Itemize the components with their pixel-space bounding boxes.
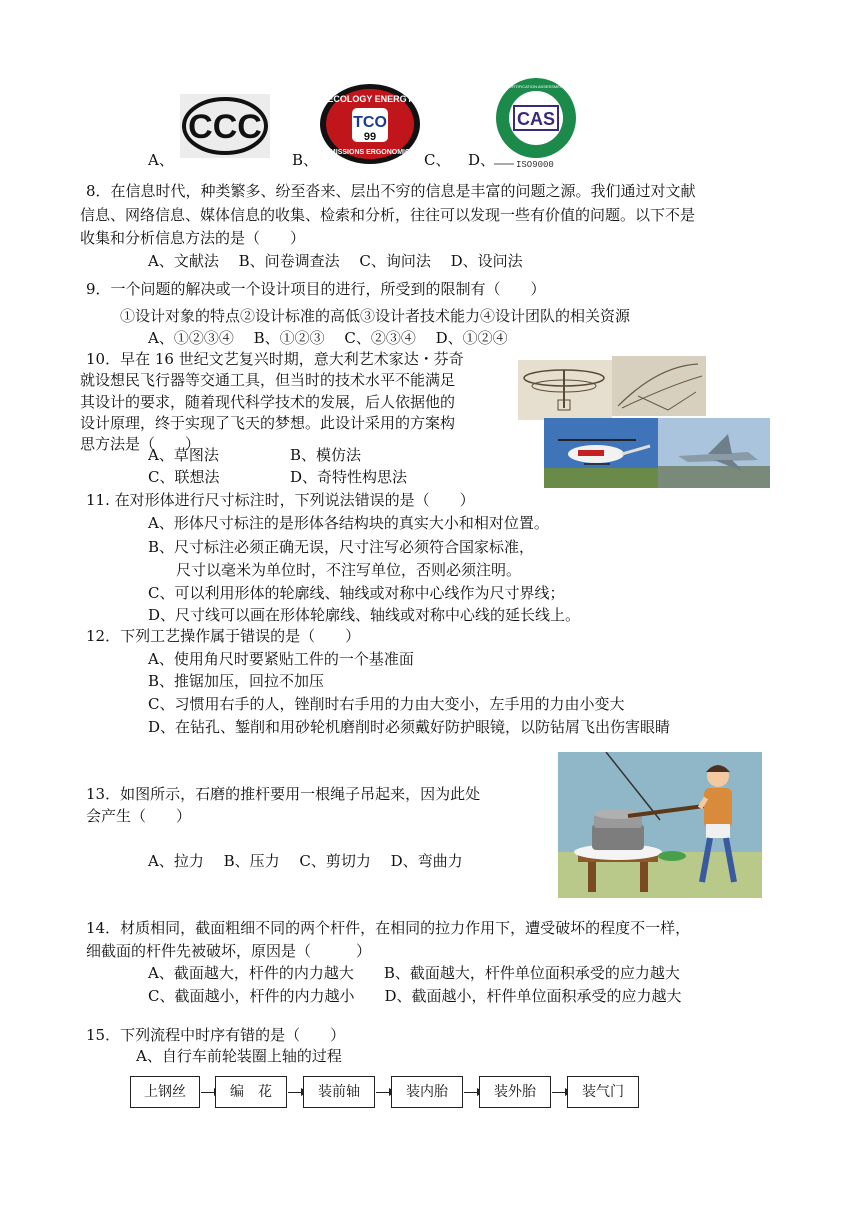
- flow-step: 装外胎: [479, 1076, 551, 1108]
- q7-option-a: A、: [148, 151, 174, 169]
- flow-step: 上钢丝: [130, 1076, 200, 1108]
- flow-arrow: [464, 1092, 478, 1093]
- q11-option-d: D、尺寸线可以画在形体轮廓线、轴线或对称中心线的延长线上。: [148, 606, 581, 624]
- q8-options: A、文献法 B、问卷调查法 C、询问法 D、设问法: [148, 252, 523, 270]
- q11-stem: 11. 在对形体进行尺寸标注时，下列说法错误的是（ ）: [86, 491, 475, 509]
- q13-options: A、拉力 B、压力 C、剪切力 D、弯曲力: [148, 852, 463, 870]
- q7-option-c: C、: [424, 151, 451, 169]
- tco-logo-mid: TCO: [353, 114, 387, 131]
- q12-option-a: A、使用角尺时要紧贴工件的一个基准面: [148, 650, 414, 668]
- cas-logo-ring: CHAMBER CERTIFICATION ASSESSMENT SERVICES: [492, 84, 584, 89]
- flow-step: 装内胎: [391, 1076, 463, 1108]
- q9-line1: 9．一个问题的解决或一个设计项目的进行，所受到的限制有（ ）: [86, 280, 546, 298]
- q13-line1: 13．如图所示，石磨的推杆要用一根绳子吊起来，因为此处: [86, 785, 481, 803]
- q8-line2: 信息、网络信息、媒体信息的收集、检索和分析，往往可以发现一些有价值的问题。以下不是: [80, 206, 696, 224]
- flow-arrow: [288, 1092, 302, 1093]
- q10-line2: 就设想民飞行器等交通工具，但当时的技术水平不能满足: [80, 371, 456, 389]
- cas-logo: [492, 76, 584, 170]
- q11-option-c: C、可以利用形体的轮廓线、轴线或对称中心线作为尺寸界线；: [148, 584, 565, 602]
- q12-option-c: C、习惯用右手的人，锉削时右手用的力由大变小，左手用的力由小变大: [148, 695, 625, 713]
- q14-options-cd: C、截面越小，杆件的内力越小 D、截面越小，杆件单位面积承受的应力越大: [148, 987, 682, 1005]
- cas-logo-text: CAS: [516, 109, 556, 129]
- q10-line3: 其设计的要求，随着现代科学技术的发展，后人依据他的: [80, 393, 456, 411]
- tco-logo-top: ECOLOGY ENERGY: [327, 94, 413, 104]
- q10-option-b: B、模仿法: [290, 446, 362, 464]
- q11-option-a: A、形体尺寸标注的是形体各结构块的真实大小和相对位置。: [148, 514, 549, 532]
- q7-option-d: D、: [468, 151, 496, 169]
- flow-step: 装前轴: [303, 1076, 375, 1108]
- q12-stem: 12．下列工艺操作属于错误的是（ ）: [86, 627, 361, 645]
- q11-option-b-line1: B、尺寸标注必须正确无误，尺寸注写必须符合国家标准，: [148, 538, 535, 556]
- q10-option-c: C、联想法: [148, 468, 220, 486]
- q14-options-ab: A、截面越大，杆件的内力越大 B、截面越大，杆件单位面积承受的应力越大: [148, 964, 680, 982]
- q12-option-d: D、在钻孔、錾削和用砂轮机磨削时必须戴好防护眼镜，以防钻屑飞出伤害眼睛: [148, 718, 671, 736]
- tco-logo: [318, 82, 422, 166]
- iso-label: ISO9000: [516, 160, 554, 170]
- q9-options: A、①②③④ B、①②③ C、②③④ D、①②④: [148, 329, 508, 347]
- q12-option-b: B、推锯加压，回拉不加压: [148, 672, 325, 690]
- q8-line3: 收集和分析信息方法的是（ ）: [80, 229, 306, 247]
- stone-mill-illustration: [558, 752, 762, 898]
- q14-line1: 14．材质相同，截面粗细不同的两个杆件，在相同的拉力作用下，遭受破坏的程度不一样，: [86, 919, 691, 937]
- q10-option-a: A、草图法: [148, 446, 219, 464]
- q11-option-b-line2: 尺寸以毫米为单位时，不注写单位，否则必须注明。: [176, 561, 522, 579]
- q10-option-d: D、奇特性构思法: [290, 468, 408, 486]
- flow-arrow: [552, 1092, 566, 1093]
- q9-line2: ①设计对象的特点②设计标准的高低③设计者技术能力④设计团队的相关资源: [120, 307, 631, 325]
- flow-arrow: [376, 1092, 390, 1093]
- q15-stem: 15．下列流程中时序有错的是（ ）: [86, 1026, 346, 1044]
- q13-line2: 会产生（ ）: [86, 807, 192, 825]
- q10-line5: 思方法是（ ）: [80, 435, 201, 453]
- flow-step: 装气门: [567, 1076, 639, 1108]
- q15-option-a: A、自行车前轮装圈上轴的过程: [136, 1047, 342, 1065]
- flying-machine-photo-collage: [518, 356, 770, 488]
- ccc-logo-text: CCC: [188, 108, 262, 146]
- q10-line4: 设计原理，终于实现了飞天的梦想。此设计采用的方案构: [80, 414, 456, 432]
- q8-line1: 8．在信息时代，种类繁多、纷至沓来、层出不穷的信息是丰富的问题之源。我们通过对文献: [86, 182, 696, 200]
- q10-line1: 10．早在 16 世纪文艺复兴时期，意大利艺术家达・芬奇: [86, 350, 464, 368]
- tco-logo-num: 99: [363, 131, 377, 143]
- tco-logo-bottom: EMISSIONS ERGONOMICS: [325, 149, 415, 156]
- ccc-logo: [180, 94, 270, 158]
- flow-arrow: [201, 1092, 215, 1093]
- flow-step: 编 花: [215, 1076, 287, 1108]
- q14-line2: 细截面的杆件先被破坏，原因是（ ）: [86, 942, 372, 960]
- q7-option-b: B、: [292, 151, 319, 169]
